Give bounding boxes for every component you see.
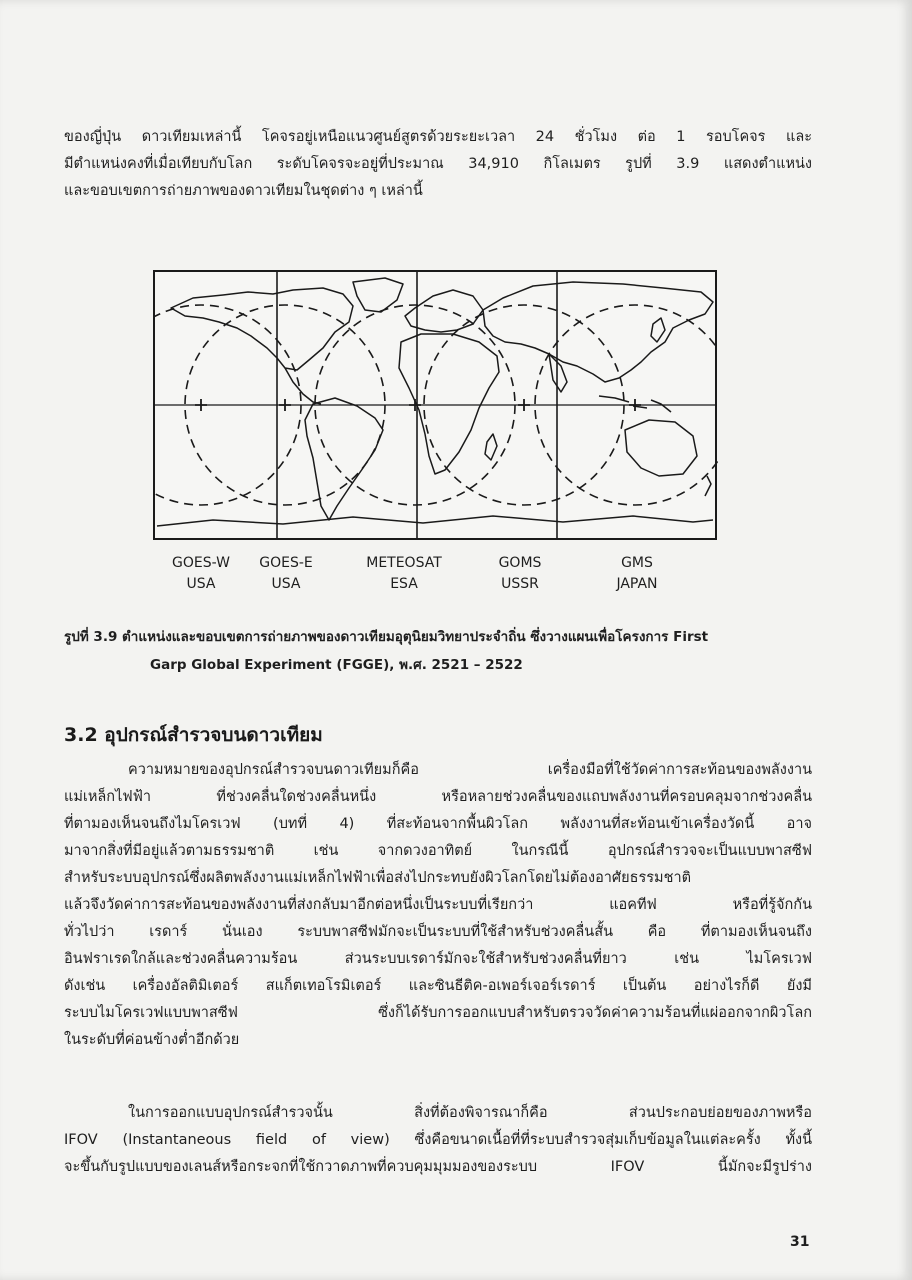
text-line: IFOV (Instantaneous field of view) ซึ่งคือขนาดเนื้อที่ที่ระบบสำรวจสุ่มเก็บข้อมูลในแต่ละครั้ง ทั้งนี้ xyxy=(64,1132,812,1148)
caption-line: Garp Global Experiment (FGGE), พ.ศ. 2521 – 2522 xyxy=(150,657,523,673)
design-paragraph xyxy=(64,1100,812,1181)
text-line: แล้วจึงวัดค่าการสะท้อนของพลังงานที่ส่งกลับมาอีกต่อหนึ่งเป็นระบบที่เรียกว่า แอคทีฟ หรือที่รู้จักกัน xyxy=(64,897,812,913)
text-line: ที่ตามองเห็นจนถึงไมโครเวฟ (บทที่ 4) ที่สะท้อนจากพื้นผิวโลก พลังงานที่สะท้อนเข้าเครื่องวัดนี้ อาจ xyxy=(64,816,812,832)
text-line: และขอบเขตการถ่ายภาพของดาวเทียมในชุดต่าง ๆ เหล่านี้ xyxy=(64,183,423,199)
satellite-name: GMS xyxy=(621,555,653,571)
satellite-owner: USA xyxy=(271,576,301,592)
text-line: ดังเช่น เครื่องอัลติมิเตอร์ สแก็ตเทอโรมิเตอร์ และซินธีติค-อเพอร์เจอร์เรดาร์ เป็นต้น อย่างไรก็ดี ยังมี xyxy=(64,978,812,994)
satellite-label-goes-e xyxy=(231,553,341,595)
satellite-name: GOMS xyxy=(498,555,542,571)
satellite-owner: USA xyxy=(186,576,216,592)
satellite-name: METEOSAT xyxy=(366,555,442,571)
satellite-owner: ESA xyxy=(390,576,418,592)
figure-caption xyxy=(64,623,812,679)
satellite-owner: JAPAN xyxy=(616,576,658,592)
satellite-label-meteosat xyxy=(349,553,459,595)
satellite-label-gms xyxy=(582,553,692,595)
text-line: อินฟราเรดใกล้และช่วงคลื่นความร้อน ส่วนระบบเรดาร์มักจะใช้สำหรับช่วงคลื่นที่ยาว เช่น ไมโครเวฟ xyxy=(64,951,812,967)
text-line: จะขึ้นกับรูปแบบของเลนส์หรือกระจกที่ใช้กวาดภาพที่ควบคุมมุมมองของระบบ IFOV นี้มักจะมีรูปร่าง xyxy=(64,1159,812,1175)
text-line: มีตำแหน่งคงที่เมื่อเทียบกับโลก ระดับโคจรจะอยู่ที่ประมาณ 34,910 กิโลเมตร รูปที่ 3.9 แสดงตำแหน่ง xyxy=(64,156,812,172)
satellite-name: GOES-W xyxy=(172,555,230,571)
body-paragraph xyxy=(64,757,812,1054)
page-number: 31 xyxy=(790,1234,810,1250)
text-line: ในระดับที่ค่อนข้างต่ำอีกด้วย xyxy=(64,1032,240,1048)
text-line: ระบบไมโครเวฟแบบพาสซีฟ ซึ่งก็ได้รับการออกแบบสำหรับตรวจวัดค่าความร้อนที่แผ่ออกจากผิวโลก xyxy=(64,1005,812,1021)
caption-line: รูปที่ 3.9 ตำแหน่งและขอบเขตการถ่ายภาพของดาวเทียมอุตุนิยมวิทยาประจำถิ่น ซึ่งวางแผนเพื่อโครงการ First xyxy=(64,629,709,645)
satellite-coverage-map xyxy=(153,270,718,542)
section-number: 3.2 xyxy=(64,724,98,746)
satellite-name: GOES-E xyxy=(259,555,313,571)
text-line: สำหรับระบบอุปกรณ์ซึ่งผลิตพลังงานแม่เหล็กไฟฟ้าเพื่อส่งไปกระทบยังผิวโลกโดยไม่ต้องอาศัยธรรมชาติ xyxy=(64,870,692,886)
satellite-owner: USSR xyxy=(501,576,539,592)
intro-paragraph xyxy=(64,124,812,205)
text-line: มาจากสิ่งที่มีอยู่แล้วตามธรรมชาติ เช่น จากดวงอาทิตย์ ในกรณีนี้ อุปกรณ์สำรวจจะเป็นแบบพาสซีฟ xyxy=(64,843,812,859)
text-line: ของญี่ปุ่น ดาวเทียมเหล่านี้ โคจรอยู่เหนือแนวศูนย์สูตรด้วยระยะเวลา 24 ชั่วโมง ต่อ 1 รอบโคจร และ xyxy=(64,129,812,145)
section-title: อุปกรณ์สำรวจบนดาวเทียม xyxy=(104,724,323,746)
satellite-label-goms xyxy=(465,553,575,595)
text-line: ทั่วไปว่า เรดาร์ นั่นเอง ระบบพาสซีฟมักจะเป็นระบบที่ใช้สำหรับช่วงคลื่นสั้น คือ ที่ตามองเห็นจนถึง xyxy=(64,924,812,940)
text-line: แม่เหล็กไฟฟ้า ที่ช่วงคลื่นใดช่วงคลื่นหนึ่ง หรือหลายช่วงคลื่นของแถบพลังงานที่ครอบคลุมจากช่วงคลื่น xyxy=(64,789,812,805)
section-heading xyxy=(64,720,323,750)
text-line: ในการออกแบบอุปกรณ์สำรวจนั้น สิ่งที่ต้องพิจารณาก็คือ ส่วนประกอบย่อยของภาพหรือ xyxy=(128,1105,812,1121)
text-line: ความหมายของอุปกรณ์สำรวจบนดาวเทียมก็คือ เครื่องมือที่ใช้วัดค่าการสะท้อนของพลังงาน xyxy=(128,762,812,778)
